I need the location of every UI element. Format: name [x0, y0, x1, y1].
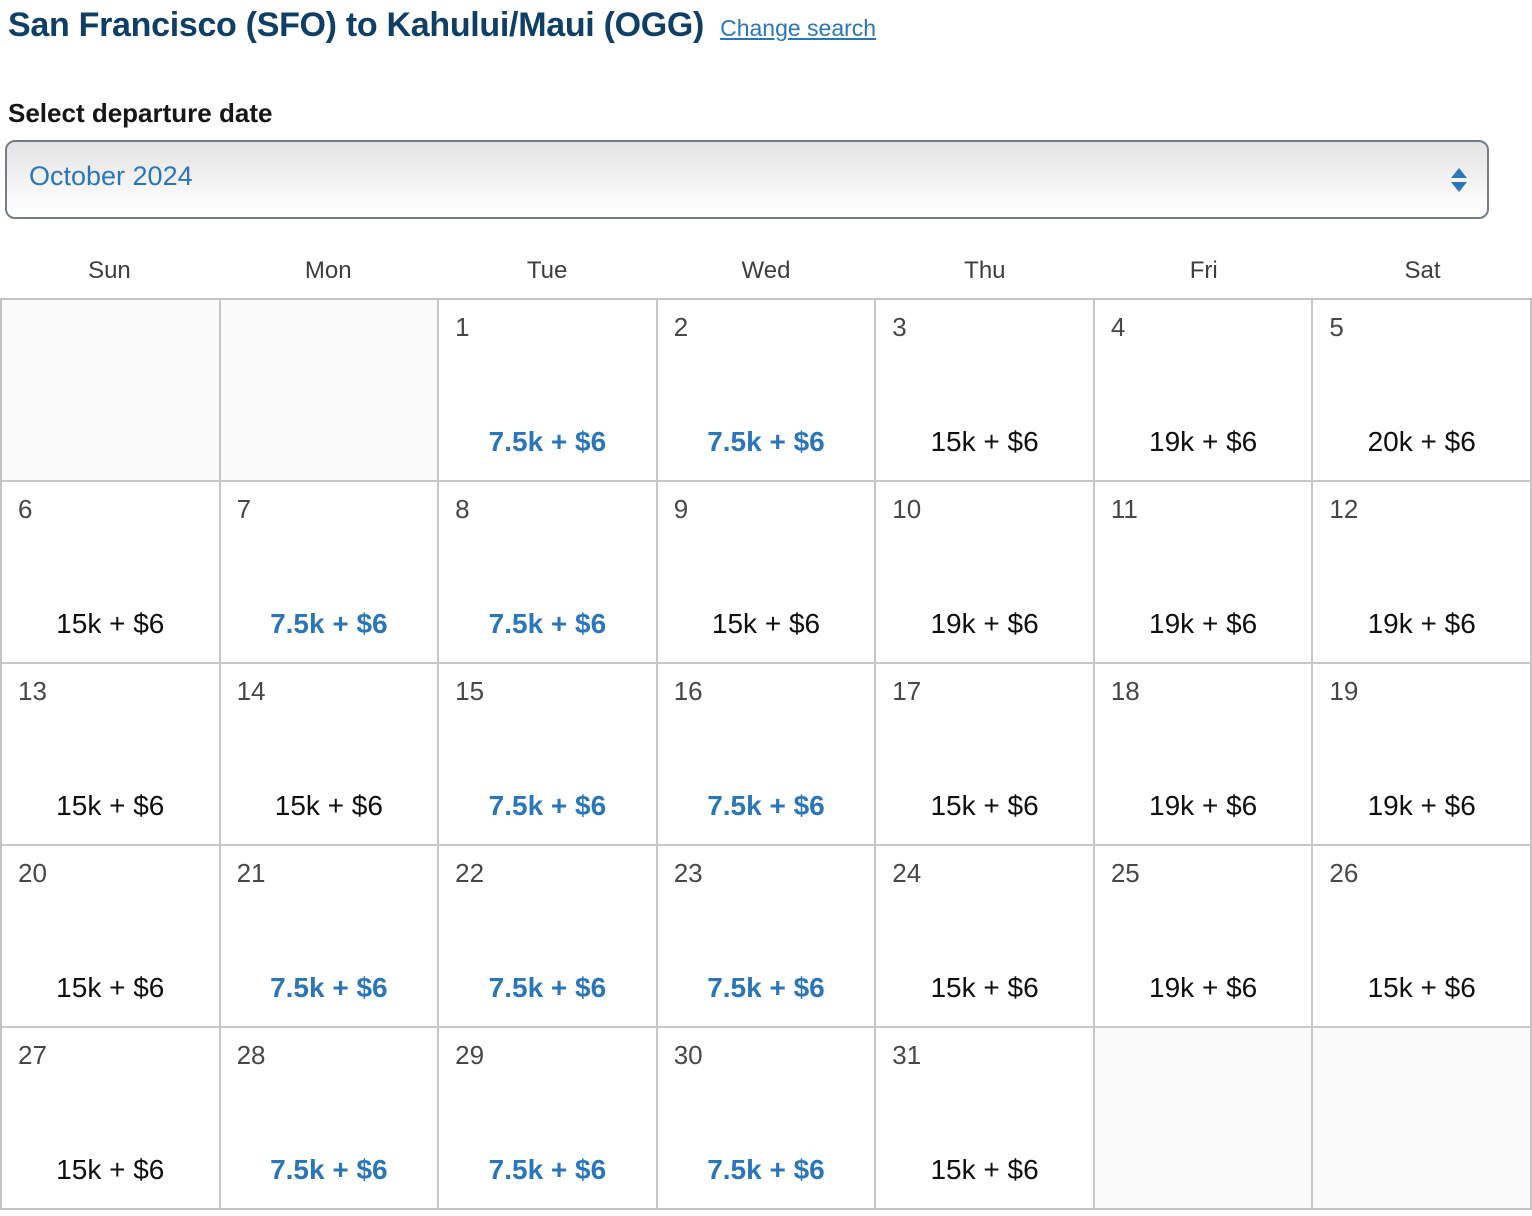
saver-award-price: 7.5k + $6	[488, 608, 607, 640]
calendar-cell-day-31[interactable]	[876, 1028, 1093, 1208]
page-title: San Francisco (SFO) to Kahului/Maui (OGG)	[8, 6, 705, 44]
day-number: 10	[892, 494, 922, 525]
day-number: 18	[1110, 676, 1140, 707]
saver-award-price: 7.5k + $6	[707, 426, 825, 458]
standard-award-price: 19k + $6	[1367, 790, 1476, 822]
day-number: 23	[673, 858, 703, 889]
day-number: 20	[18, 858, 47, 889]
calendar-cell-day-4[interactable]	[1095, 300, 1312, 480]
calendar-cell-day-19[interactable]	[1313, 664, 1530, 844]
day-number: 11	[1110, 494, 1138, 525]
day-number: 6	[18, 494, 33, 525]
select-spinner-icon	[1451, 168, 1467, 192]
calendar-cell-day-27[interactable]	[2, 1028, 219, 1208]
standard-award-price: 19k + $6	[930, 608, 1039, 640]
calendar-cell-day-11[interactable]	[1095, 482, 1312, 662]
day-number: 22	[455, 858, 485, 889]
day-number: 9	[673, 494, 689, 525]
standard-award-price: 19k + $6	[1367, 608, 1476, 640]
standard-award-price: 15k + $6	[56, 608, 165, 640]
standard-award-price: 19k + $6	[1149, 608, 1258, 640]
calendar-cell-day-20[interactable]	[2, 846, 219, 1026]
spinner-up-arrow-icon	[1451, 168, 1467, 178]
calendar-cell-day-15[interactable]	[439, 664, 656, 844]
saver-award-price: 7.5k + $6	[707, 790, 825, 822]
calendar-cell-day-8[interactable]	[439, 482, 656, 662]
spinner-down-arrow-icon	[1451, 182, 1467, 192]
saver-award-price: 7.5k + $6	[488, 790, 607, 822]
selected-month-value: October 2024	[29, 161, 193, 192]
day-number: 29	[455, 1040, 485, 1071]
day-number: 26	[1329, 858, 1359, 889]
departure-date-label: Select departure date	[8, 98, 273, 129]
standard-award-price: 19k + $6	[1149, 426, 1258, 458]
calendar-cell-empty	[1313, 1028, 1530, 1208]
calendar-cell-day-14[interactable]	[221, 664, 438, 844]
day-number: 5	[1329, 312, 1344, 343]
calendar-cell-empty	[221, 300, 438, 480]
saver-award-price: 7.5k + $6	[488, 426, 607, 458]
day-number: 24	[892, 858, 922, 889]
calendar-cell-day-2[interactable]	[658, 300, 875, 480]
calendar-cell-empty	[1095, 1028, 1312, 1208]
day-header-thu: Thu	[964, 257, 1006, 285]
calendar-cell-day-7[interactable]	[221, 482, 438, 662]
standard-award-price: 15k + $6	[930, 426, 1039, 458]
saver-award-price: 7.5k + $6	[270, 1154, 388, 1186]
calendar-cell-day-22[interactable]	[439, 846, 656, 1026]
day-number: 28	[236, 1040, 266, 1071]
calendar-cell-day-25[interactable]	[1095, 846, 1312, 1026]
saver-award-price: 7.5k + $6	[488, 1154, 607, 1186]
day-number: 12	[1329, 494, 1359, 525]
calendar-cell-day-30[interactable]	[658, 1028, 875, 1208]
calendar-cell-day-10[interactable]	[876, 482, 1093, 662]
award-calendar	[0, 257, 1532, 1210]
standard-award-price: 19k + $6	[1149, 972, 1258, 1004]
day-number: 19	[1329, 676, 1359, 707]
calendar-cell-day-23[interactable]	[658, 846, 875, 1026]
calendar-cell-day-28[interactable]	[221, 1028, 438, 1208]
day-number: 13	[18, 676, 47, 707]
calendar-cell-day-12[interactable]	[1313, 482, 1530, 662]
day-number: 17	[892, 676, 922, 707]
standard-award-price: 15k + $6	[56, 790, 165, 822]
day-number: 1	[455, 312, 470, 343]
departure-month-select[interactable]	[5, 140, 1489, 219]
calendar-cell-day-5[interactable]	[1313, 300, 1530, 480]
calendar-cell-day-1[interactable]	[439, 300, 656, 480]
calendar-cell-day-21[interactable]	[221, 846, 438, 1026]
saver-award-price: 7.5k + $6	[707, 972, 825, 1004]
day-number: 3	[892, 312, 907, 343]
standard-award-price: 15k + $6	[274, 790, 383, 822]
day-number: 8	[455, 494, 470, 525]
calendar-cell-empty	[2, 300, 219, 480]
day-header-tue: Tue	[526, 257, 568, 285]
saver-award-price: 7.5k + $6	[488, 972, 607, 1004]
standard-award-price: 15k + $6	[930, 1154, 1039, 1186]
change-search-link[interactable]: Change search	[720, 15, 877, 41]
standard-award-price: 15k + $6	[711, 608, 821, 640]
standard-award-price: 15k + $6	[930, 972, 1039, 1004]
day-header-wed: Wed	[741, 257, 791, 285]
standard-award-price: 15k + $6	[56, 972, 165, 1004]
day-header-sat: Sat	[1404, 257, 1441, 285]
saver-award-price: 7.5k + $6	[270, 608, 388, 640]
calendar-cell-day-16[interactable]	[658, 664, 875, 844]
day-number: 30	[673, 1040, 703, 1071]
day-number: 25	[1110, 858, 1140, 889]
calendar-cell-day-26[interactable]	[1313, 846, 1530, 1026]
standard-award-price: 15k + $6	[56, 1154, 165, 1186]
day-header-fri: Fri	[1189, 257, 1218, 285]
calendar-day-header-row	[0, 257, 1532, 298]
calendar-cell-day-9[interactable]	[658, 482, 875, 662]
calendar-grid	[0, 298, 1532, 1210]
saver-award-price: 7.5k + $6	[270, 972, 388, 1004]
saver-award-price: 7.5k + $6	[707, 1154, 825, 1186]
calendar-cell-day-6[interactable]	[2, 482, 219, 662]
calendar-cell-day-17[interactable]	[876, 664, 1093, 844]
day-header-mon: Mon	[304, 257, 352, 285]
day-number: 2	[673, 312, 689, 343]
calendar-cell-day-18[interactable]	[1095, 664, 1312, 844]
day-number: 31	[892, 1040, 922, 1071]
day-number: 21	[236, 858, 266, 889]
calendar-cell-day-24[interactable]	[876, 846, 1093, 1026]
day-number: 27	[18, 1040, 47, 1071]
standard-award-price: 20k + $6	[1367, 426, 1476, 458]
standard-award-price: 19k + $6	[1149, 790, 1258, 822]
standard-award-price: 15k + $6	[930, 790, 1039, 822]
calendar-cell-day-13[interactable]	[2, 664, 219, 844]
day-number: 14	[236, 676, 266, 707]
day-number: 7	[236, 494, 252, 525]
day-number: 15	[455, 676, 485, 707]
calendar-cell-day-3[interactable]	[876, 300, 1093, 480]
day-number: 4	[1110, 312, 1126, 343]
page-header	[0, 0, 1532, 45]
standard-award-price: 15k + $6	[1367, 972, 1476, 1004]
day-header-sun: Sun	[88, 257, 131, 285]
day-number: 16	[673, 676, 703, 707]
calendar-cell-day-29[interactable]	[439, 1028, 656, 1208]
